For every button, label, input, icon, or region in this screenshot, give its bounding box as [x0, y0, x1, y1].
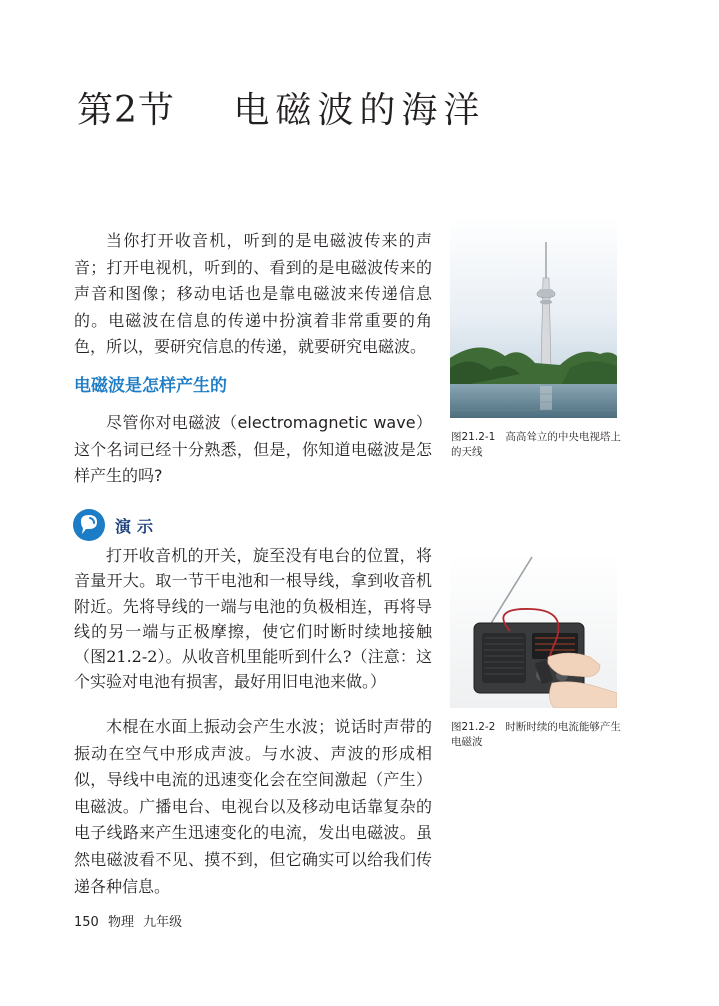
explanation-paragraph: 木棍在水面上振动会产生水波；说话时声带的振动在空气中形成声波。与水波、声波的形成相似，导线中电流的迅速变化会在空间激起（产生）电磁波。广播电台、电视台以及移动电话靠复杂的电子线路来产生迅速变化的电流，发出电磁波。虽然电磁波看不见、摸不到，但它确实可以给我们传递各种信息。	[74, 717, 432, 896]
question-paragraph: 尽管你对电磁波（electromagnetic wave）这个名词已经十分熟悉，但是，你知道电磁波是怎样产生的吗?	[74, 413, 432, 486]
section-number: 第2节	[77, 90, 175, 131]
demo-paragraph: 打开收音机的开关，旋至没有电台的位置，将音量开大。取一节干电池和一根导线，拿到收音机附近。先将导线的一端与电池的负极相连，再将导线的另一端与正极摩擦，使它们时断时续地接触（图21.2-2）。从收音机里能听到什么?（注意：这个实验对电池有损害，最好用旧电池来做。）	[74, 546, 432, 692]
figure-caption-2	[451, 720, 621, 750]
subheading: 电磁波是怎样产生的	[74, 376, 227, 396]
figure-text-2: 时断时续的电流能够产生电磁波	[451, 721, 621, 748]
intro-paragraph: 当你打开收音机，听到的是电磁波传来的声音；打开电视机，听到的、看到的是电磁波传来的声音和图像；移动电话也是靠电磁波来传递信息的。电磁波在信息的传递中扮演着非常重要的角色，所以，要研究信息的传递，就要研究电磁波。	[74, 231, 432, 357]
figure-number-2: 图21.2-2	[451, 721, 496, 733]
figure-number-1: 图21.2-1	[451, 431, 496, 443]
page-footer	[74, 911, 187, 930]
grade-level: 九年级	[143, 915, 183, 930]
radio-experiment-photo	[450, 553, 617, 708]
figure-caption-1	[451, 430, 621, 460]
section-title	[77, 82, 485, 133]
page-number: 150	[74, 915, 99, 930]
speech-bubble-icon	[72, 508, 106, 542]
tv-tower-photo	[450, 218, 617, 418]
figure-text-1: 高高耸立的中央电视塔上的天线	[451, 431, 621, 458]
subject-name: 物理	[107, 915, 134, 930]
demo-label: 演示	[115, 517, 160, 536]
section-name: 电磁波的海洋	[233, 90, 486, 131]
